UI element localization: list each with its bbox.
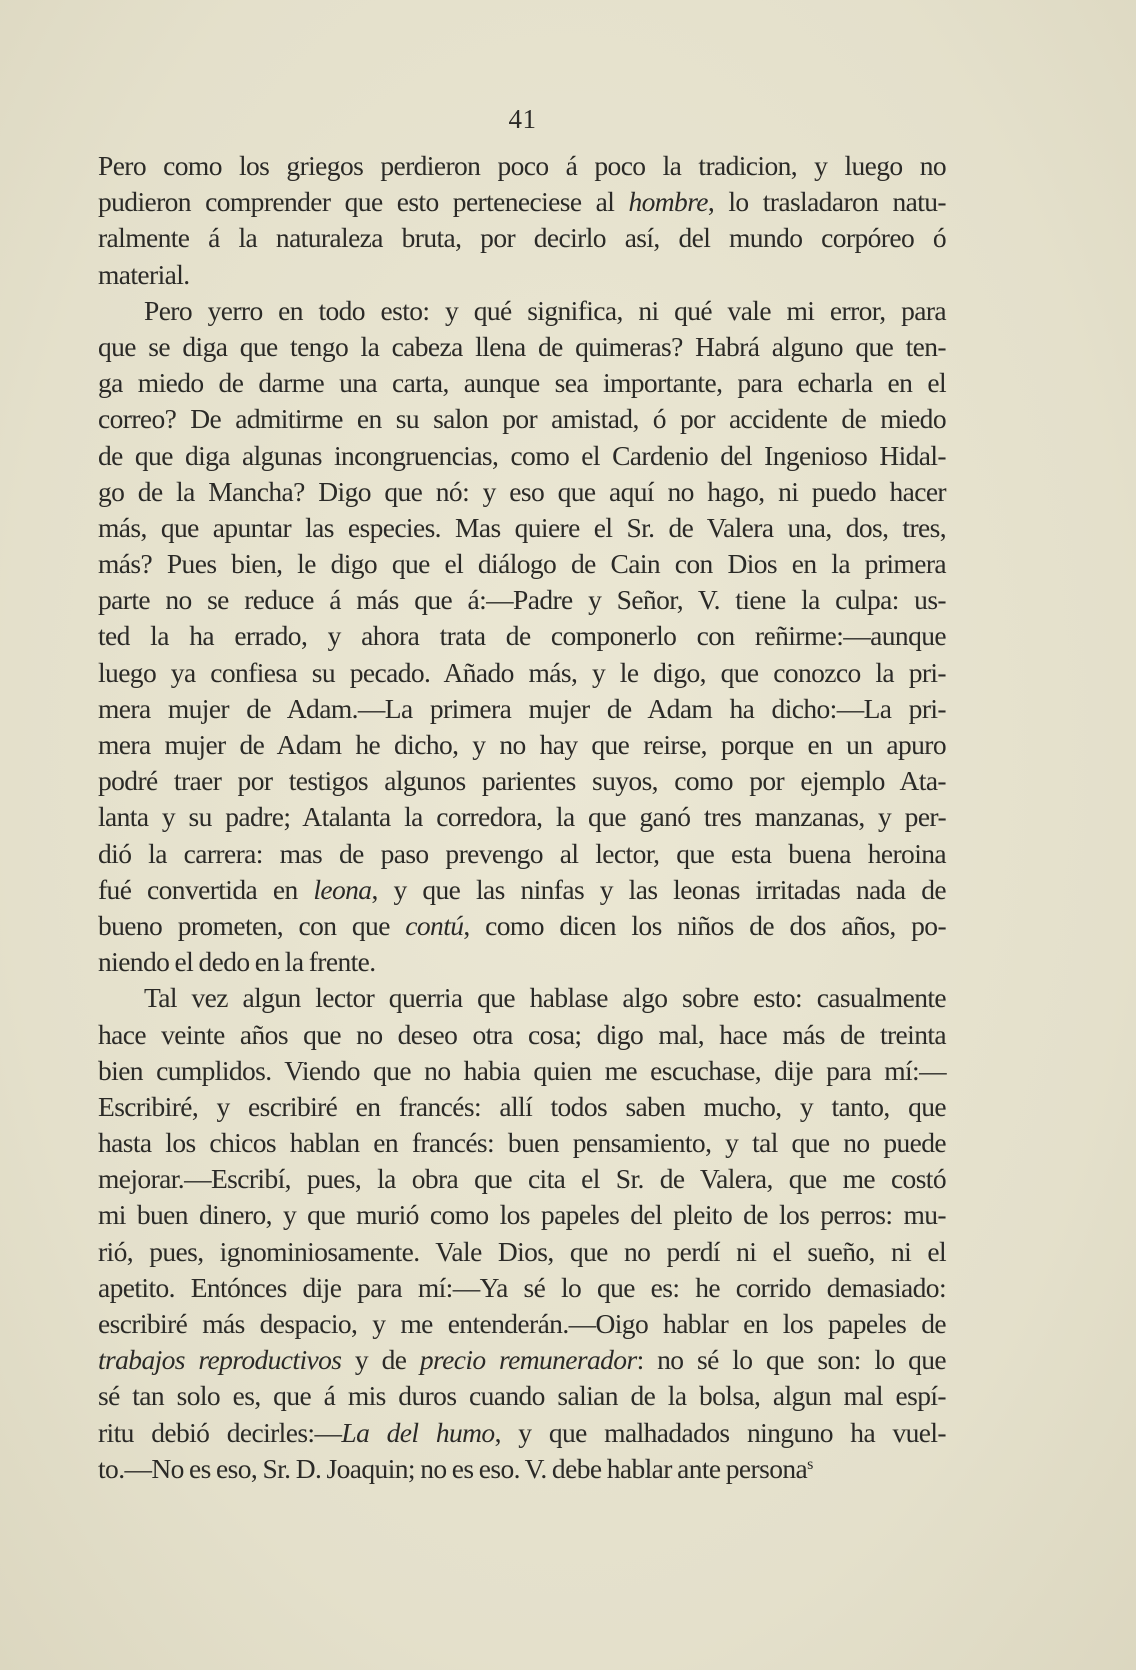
text-line: de que diga algunas incongruencias, como el Cardenio del Ingenioso Hidal- (98, 439, 946, 471)
italic-term: La del humo (341, 1416, 495, 1448)
text-line: lanta y su padre; Atalanta la corredora, la que ganó tres manzanas, y per- (98, 801, 946, 833)
text-line: rió, pues, ignominiosamente. Vale Dios, que no perdí ni el sueño, ni el (98, 1235, 946, 1267)
text-line: ritu debió decirles:—La del humo, y que malhadados ninguno ha vuel- (98, 1416, 946, 1448)
text-line: trabajos reproductivos y de precio remunerador: no sé lo que son: lo que (98, 1344, 947, 1376)
text-line: hace veinte años que no deseo otra cosa; digo mal, hace más de treinta (98, 1018, 946, 1050)
text-line: parte no se reduce á más que á:—Padre y Señor, V. tiene la culpa: us- (98, 584, 946, 616)
text-line: que se diga que tengo la cabeza llena de quimeras? Habrá alguno que ten- (98, 330, 946, 362)
italic-term: precio remunerador (419, 1344, 637, 1376)
text-line: podré traer por testigos algunos parientes suyos, como por ejemplo Ata- (98, 765, 946, 797)
text-line: go de la Mancha? Digo que nó: y eso que aquí no hago, ni puedo hacer (98, 475, 946, 507)
text-line: Tal vez algun lector querria que hablase algo sobre esto: casualmente (144, 982, 946, 1014)
text-line: fué convertida en leona, y que las ninfas y las leonas irritadas nada de (98, 873, 946, 905)
text-line: luego ya confiesa su pecado. Añado más, y le digo, que conozco la pri- (98, 656, 946, 688)
text-line: bueno prometen, con que contú, como dicen los niños de dos años, po- (98, 909, 946, 941)
text-line: Escribiré, y escribiré en francés: allí todos saben mucho, y tanto, que (98, 1090, 946, 1122)
text-line: pudieron comprender que esto perteneciese al hombre, lo trasladaron natu- (98, 186, 946, 218)
text-line: mera mujer de Adam he dicho, y no hay que reirse, porque en un apuro (98, 729, 946, 760)
text-line: sé tan solo es, que á mis duros cuando salian de la bolsa, algun mal espí- (98, 1380, 946, 1412)
italic-term: leona (313, 873, 372, 905)
text-line: mejorar.—Escribí, pues, la obra que cita el Sr. de Valera, que me costó (98, 1163, 946, 1195)
text-line: más? Pues bien, le digo que el diálogo de Cain con Dios en la primera (98, 548, 946, 580)
text-line: bien cumplidos. Viendo que no habia quien me escuchase, dije para mí:— (98, 1054, 946, 1086)
text-line: ga miedo de darme una carta, aunque sea importante, para echarla en el (98, 367, 946, 399)
text-line: más, que apuntar las especies. Mas quiere el Sr. de Valera una, dos, tres, (98, 511, 946, 543)
text-body (98, 148, 946, 1487)
text-line: escribiré más despacio, y me entenderán.—Oigo hablar en los papeles de (98, 1308, 946, 1339)
italic-term: contú (405, 909, 464, 941)
text-line: ralmente á la naturaleza bruta, por decirlo así, del mundo corpóreo ó (98, 222, 946, 254)
paragraph (98, 148, 946, 293)
text-line: Pero yerro en todo esto: y qué significa, ni qué vale mi error, para (144, 294, 946, 326)
text-line: niendo el dedo en la frente. (98, 946, 376, 978)
text-line: hasta los chicos hablan en francés: buen pensamiento, y tal que no puede (98, 1127, 946, 1159)
italic-term: trabajos reproductivos (98, 1344, 342, 1376)
text-line: material. (98, 258, 190, 290)
text-line: to.—No es eso, Sr. D. Joaquin; no es eso. V. debe hablar ante persona$^s$ (98, 1452, 813, 1484)
text-line: ted la ha errado, y ahora trata de componerlo con reñirme:—aunque (98, 620, 946, 652)
text-line: dió la carrera: mas de paso prevengo al lector, que esta buena heroina (98, 837, 946, 869)
paragraph (98, 293, 946, 981)
text-line: mera mujer de Adam.—La primera mujer de Adam ha dicho:—La pri- (98, 692, 946, 724)
text-line: mi buen dinero, y que murió como los papeles del pleito de los perros: mu- (98, 1199, 946, 1231)
page-number: 41 (508, 104, 537, 134)
text-line: apetito. Entónces dije para mí:—Ya sé lo que es: he corrido demasiado: (98, 1271, 946, 1303)
text-line: correo? De admitirme en su salon por amistad, ó por accidente de miedo (98, 403, 946, 435)
text-line: Pero como los griegos perdieron poco á poco la tradicion, y luego no (98, 150, 946, 181)
superscript-char: s (807, 1455, 813, 1473)
paragraph (98, 980, 946, 1487)
italic-term: hombre (628, 186, 708, 218)
